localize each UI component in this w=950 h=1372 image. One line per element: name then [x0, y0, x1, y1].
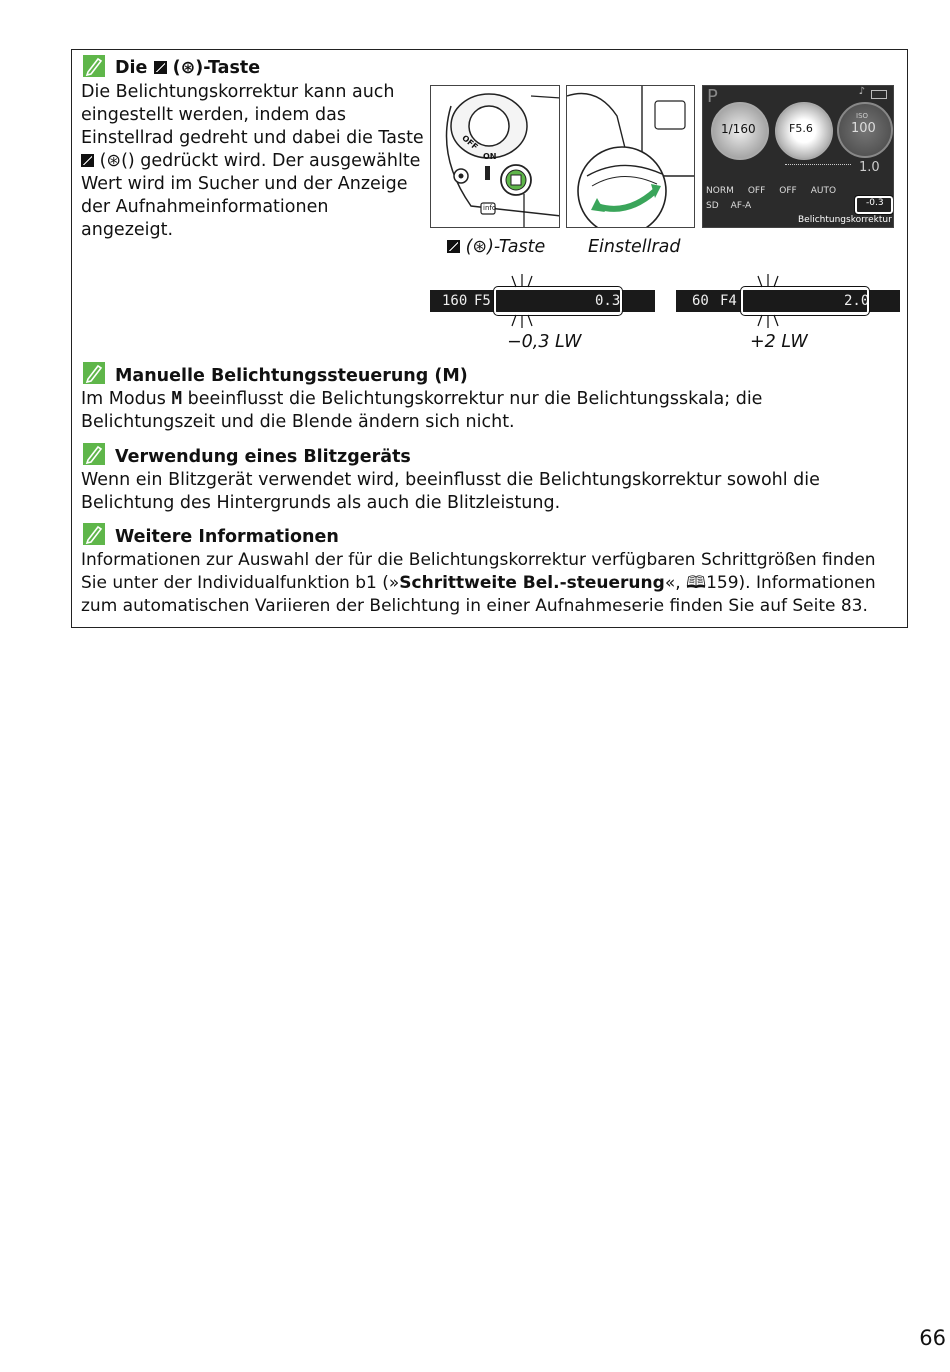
lcd-row-item: NORM	[706, 186, 734, 196]
caption-button: (⊛)-Taste	[447, 236, 545, 258]
lcd-ev-indicator: -0.3	[866, 198, 884, 208]
vf-value: 0.3	[595, 293, 621, 309]
note-paragraph-more-info: Informationen zur Auswahl der für die Belichtungskorrektur verfügbaren Schrittgrößen finden Sie unter der Individualfunktion b1 (»Schrittweite Bel.-steuerung«, 🕮159). Informationen zum automatischen Variieren der Belichtung in einer Aufnahmeserie finden Sie auf Seite 83.	[81, 550, 876, 616]
vf-shutter: 160	[442, 293, 468, 309]
vf-aperture: F4	[720, 293, 737, 309]
battery-icon	[871, 90, 887, 99]
note-title-exposure-button: Die (⊛)-Taste	[115, 58, 261, 78]
lcd-iso-label: ISO	[856, 112, 869, 120]
note-title-manual: Manuelle Belichtungssteuerung (M)	[115, 366, 468, 386]
info-display-figure	[702, 85, 894, 228]
camera-on-label: ON	[483, 152, 497, 161]
exposure-comp-icon	[154, 61, 167, 74]
lcd-row-item: OFF	[747, 186, 766, 196]
bold-term: Schrittweite Bel.-steuerung	[399, 573, 665, 593]
vf-shutter: 60	[692, 293, 709, 309]
vf-aperture: F5.	[474, 293, 500, 309]
page-number: 66	[919, 1326, 946, 1350]
lcd-aperture-value: F5.6	[789, 122, 813, 135]
pencil-note-icon	[83, 55, 105, 77]
blink-indicator-icon	[502, 272, 542, 332]
camera-button-figure	[430, 85, 560, 228]
lcd-row-item: AUTO	[810, 186, 837, 196]
note-paragraph-exposure: Die Belichtungskorrektur kann auch eingestellt werden, indem das Einstellrad gedreht und dabei die Taste (⊛() gedrückt wird. Der ausgewählte Wert wird im Sucher und der Anzeige der Aufnahmeinformationen angezeigt.	[81, 82, 424, 240]
caption-plus-ev: +2 LW	[750, 332, 808, 352]
book-icon: 🕮	[686, 573, 707, 593]
pencil-note-icon	[83, 362, 105, 384]
blink-indicator-icon	[748, 272, 788, 332]
page-ref: 159	[706, 573, 739, 593]
mode-letter: M	[171, 389, 183, 409]
lcd-row-item: OFF	[779, 186, 797, 196]
vf-value: 2.0	[844, 293, 870, 309]
caption-dial: Einstellrad	[588, 237, 681, 257]
aperture-icon: ⊛	[472, 237, 488, 257]
note-title-more-info: Weitere Informationen	[115, 527, 339, 547]
pencil-note-icon	[83, 523, 105, 545]
exposure-scale	[785, 164, 851, 165]
lcd-comp-value: 1.0	[859, 160, 880, 175]
pencil-note-icon	[83, 443, 105, 465]
camera-off-label: OFF	[460, 133, 480, 152]
lcd-settings-row	[706, 186, 856, 196]
lcd-shutter-value: 1/160	[721, 122, 756, 136]
exposure-comp-icon	[81, 154, 94, 167]
aperture-icon: ⊛	[106, 151, 122, 171]
lcd-row-item: SD	[706, 201, 719, 211]
note-title-flash: Verwendung eines Blitzgeräts	[115, 447, 411, 467]
exposure-comp-icon	[447, 240, 460, 253]
command-dial-figure	[566, 85, 695, 228]
caption-minus-ev: −0,3 LW	[507, 332, 582, 352]
note-paragraph-flash: Wenn ein Blitzgerät verwendet wird, beeinflusst die Belichtungskorrektur sowohl die Belichtung des Hintergrunds als auch die Blitzleistung.	[81, 470, 820, 513]
lcd-mode-label: P	[707, 86, 718, 107]
lcd-settings-row2	[706, 201, 751, 211]
lcd-caption-label: Belichtungskorrektur	[798, 215, 892, 225]
aperture-icon: ⊛	[180, 58, 196, 78]
lcd-iso-value: 100	[851, 121, 876, 136]
note-paragraph-manual: Im Modus M beeinflusst die Belichtungskorrektur nur die Belichtungsskala; die Belichtungszeit und die Blende ändern sich nicht.	[81, 389, 763, 432]
music-icon: ♪	[858, 86, 865, 97]
camera-info-label: info	[483, 204, 497, 212]
lcd-row-item: AF-A	[730, 201, 752, 211]
